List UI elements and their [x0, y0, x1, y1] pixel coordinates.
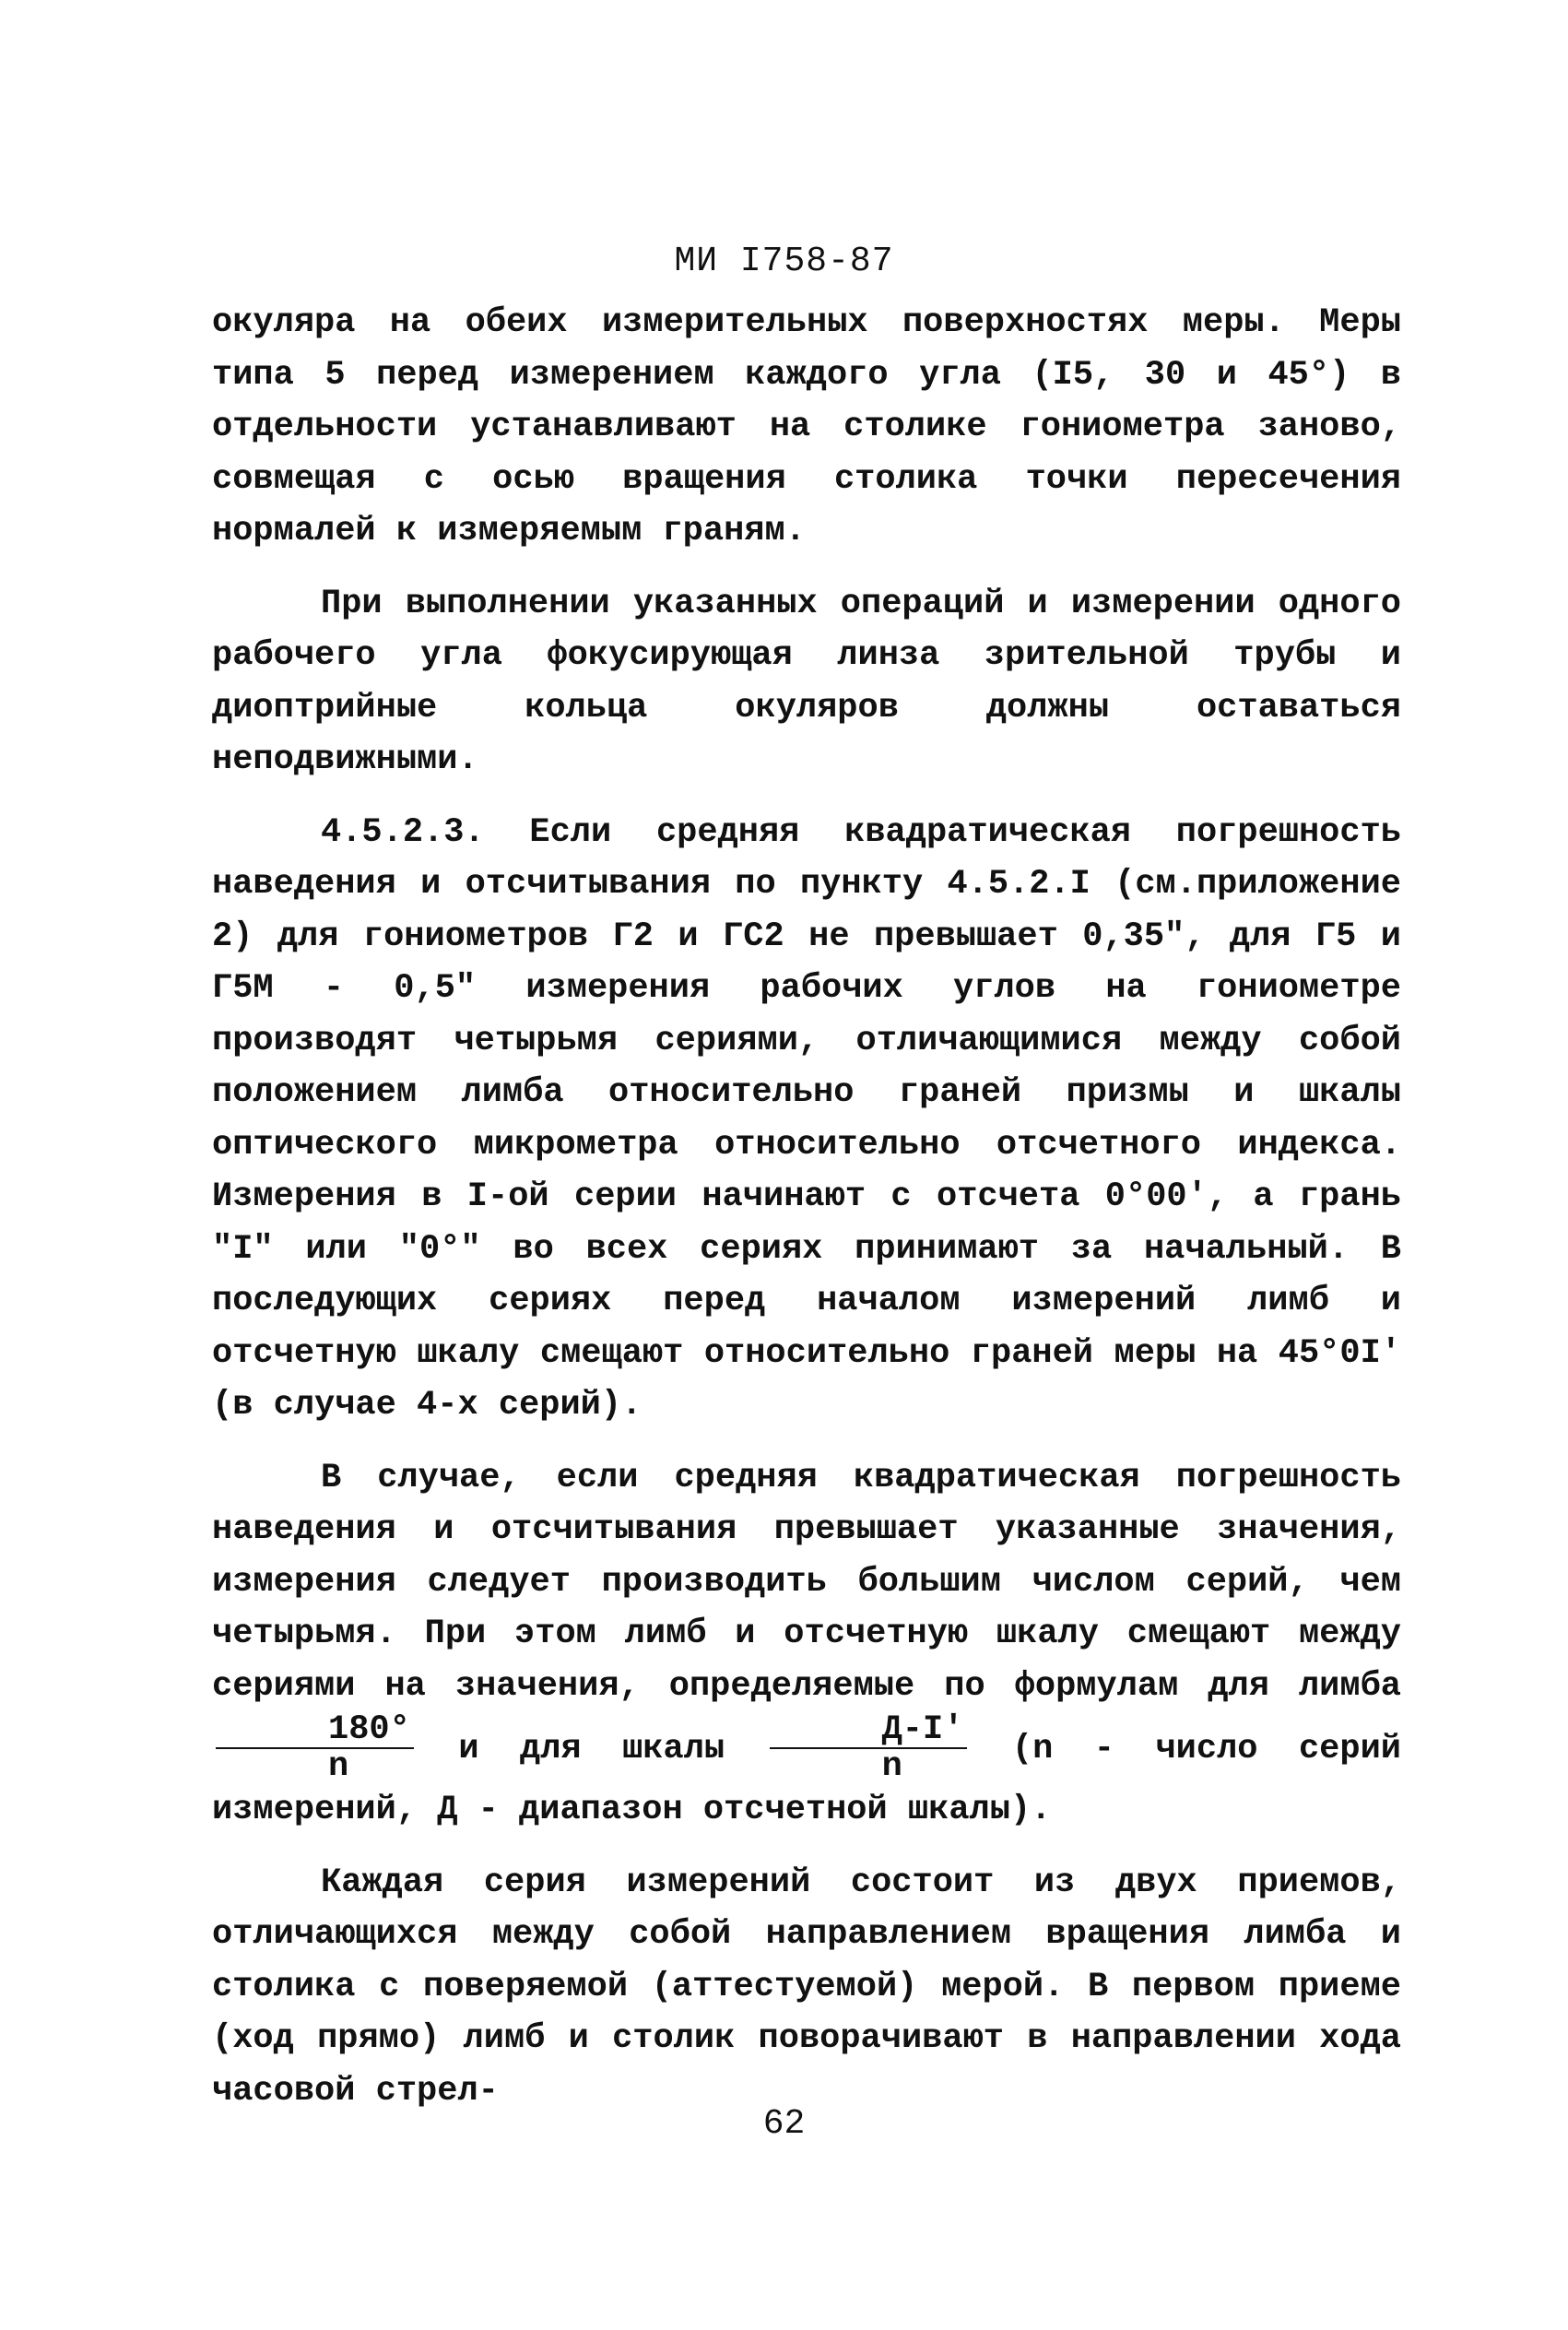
paragraph-4-text-3: (n - число серий измерений, Д - диапазон отсчетной шкалы). — [212, 1729, 1401, 1829]
paragraph-4 — [212, 1452, 1401, 1837]
scale-formula-denominator: n — [881, 1747, 902, 1786]
document-code-header: МИ I758-87 — [674, 242, 894, 281]
limb-formula-denominator: n — [328, 1747, 349, 1786]
paragraph-4-text-1: В случае, если средняя квадратическая погрешность наведения и отсчитывания превышает указанные значения, измерения следует производить большим числом серий, чем четырьмя. При этом лимб и отсчетную шкалу смещают между сериями на значения, определяемые по формулам для лимба — [212, 1458, 1401, 1706]
limb-formula-numerator: 180° — [216, 1712, 414, 1749]
page-number: 62 — [762, 2104, 806, 2144]
scale-formula-numerator: Д-I' — [770, 1712, 968, 1749]
paragraph-4-text-2: и для шкалы — [458, 1729, 725, 1768]
document-body — [212, 297, 1401, 2117]
paragraph-3: 4.5.2.3. Если средняя квадратическая погрешность наведения и отсчитывания по пункту 4.5.2.I (см.приложение 2) для гониометров Г2 и ГС2 не превышает 0,35", для Г5 и Г5М - 0,5" измерения рабочих углов на гониометре производят четырьмя сериями, отличающимися между собой положением лимба относительно граней призмы и шкалы оптического микрометра относительно отсчетного индекса. Измерения в I-ой серии начинают с отсчета 0°00', а грань "I" или "0°" во всех сериях принимают за начальный. В последующих сериях перед началом измерений лимб и отсчетную шкалу смещают относительно граней меры на 45°0I' (в случае 4-х серий). — [212, 812, 1401, 1425]
paragraph-1: окуляра на обеих измерительных поверхностях меры. Меры типа 5 перед измерением каждого угла (I5, 30 и 45°) в отдельности устанавливают на столике гониометра заново, совмещая с осью вращения столика точки пересечения нормалей к измеряемым граням. — [212, 303, 1401, 550]
limb-formula-fraction — [216, 1712, 414, 1784]
scale-formula-fraction — [770, 1712, 968, 1784]
paragraph-2: При выполнении указанных операций и измерении одного рабочего угла фокусирующая линза зрительной трубы и диоптрийные кольца окуляров должны оставаться неподвижными. — [212, 584, 1401, 779]
paragraph-5: Каждая серия измерений состоит из двух приемов, отличающихся между собой направлением вращения лимба и столика с поверяемой (аттестуемой) мерой. В первом приеме (ход прямо) лимб и столик поворачивают в направлении хода часовой стрел- — [212, 1863, 1401, 2111]
